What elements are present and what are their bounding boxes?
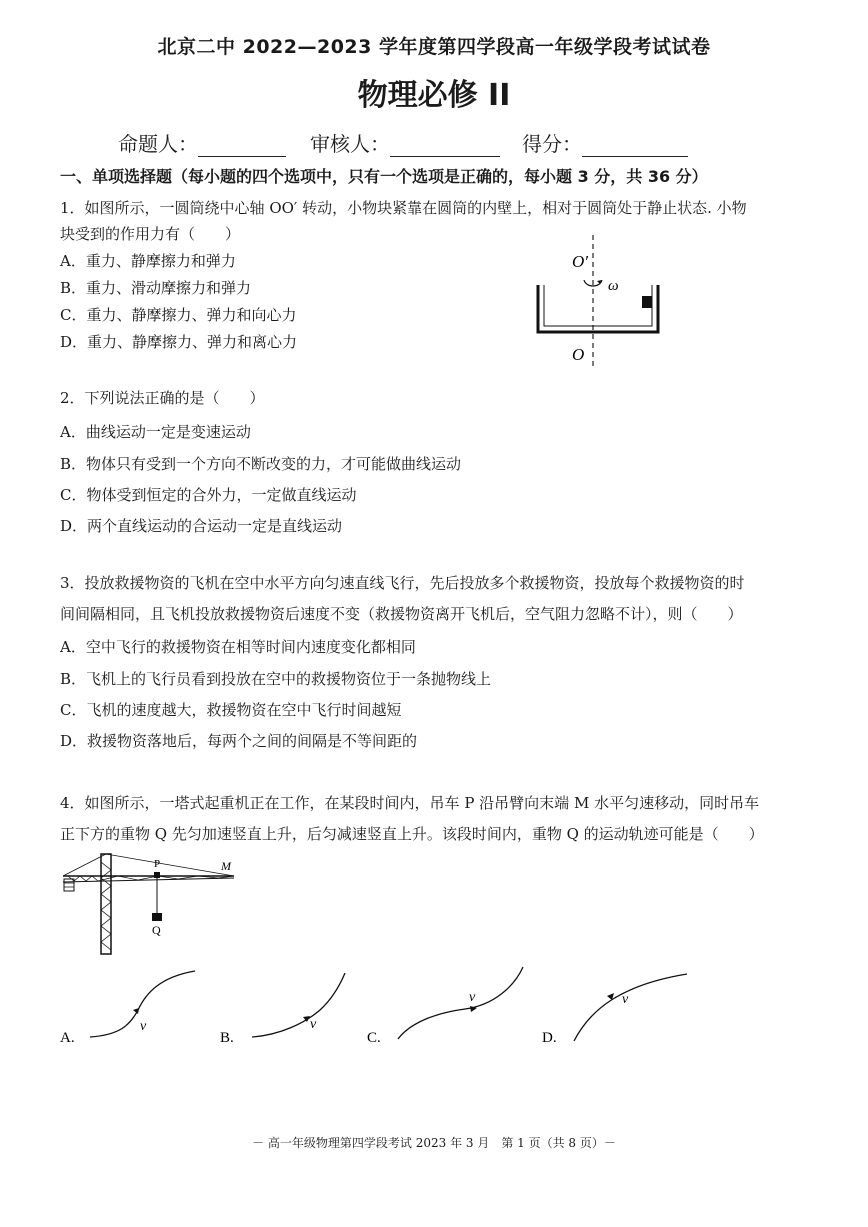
reviewer-field bbox=[310, 128, 500, 157]
label-omega: ω bbox=[608, 278, 619, 294]
score-blank bbox=[582, 136, 688, 157]
q4-choice-a-figure bbox=[60, 965, 210, 1050]
label-q: Q bbox=[152, 923, 161, 937]
q1-stem-line1: 1．如图所示，一圆筒绕中心轴 OO′ 转动，小物块紧靠在圆筒的内壁上，相对于圆筒处于静止状态. 小物 bbox=[60, 199, 747, 217]
q4-crane-figure bbox=[58, 852, 248, 962]
cylinder-inner bbox=[544, 285, 652, 326]
score-label: 得分： bbox=[522, 132, 582, 156]
q3-option-b: B．飞机上的飞行员看到投放在空中的救援物资位于一条抛物线上 bbox=[60, 670, 492, 688]
choice-d-label: D. bbox=[542, 1030, 557, 1046]
q1-option-c: C．重力、静摩擦力、弹力和向心力 bbox=[60, 306, 297, 324]
choice-d-velocity: v bbox=[622, 992, 629, 1007]
q4-choice-b-figure bbox=[220, 965, 370, 1050]
q2-option-b: B．物体只有受到一个方向不断改变的力，才可能做曲线运动 bbox=[60, 455, 462, 473]
q1-option-d: D．重力、静摩擦力、弹力和离心力 bbox=[60, 333, 298, 351]
choice-a-velocity: v bbox=[140, 1019, 147, 1034]
choice-c-label: C. bbox=[367, 1030, 381, 1046]
reviewer-label: 审核人： bbox=[310, 132, 390, 156]
score-field bbox=[522, 128, 688, 157]
q4-choice-c-figure bbox=[365, 965, 535, 1050]
trajectory-b bbox=[252, 973, 345, 1037]
q3-option-a: A．空中飞行的救援物资在相等时间内速度变化都相同 bbox=[60, 638, 416, 656]
exam-title: 北京二中 2022—2023 学年度第四学段高一年级学段考试试卷 bbox=[157, 36, 711, 58]
q4-stem-line1: 4．如图所示，一塔式起重机正在工作，在某段时间内，吊车 P 沿吊臂向末端 M 水平匀速移动，同时吊车 bbox=[60, 794, 760, 812]
q2-stem: 2．下列说法正确的是（ ） bbox=[60, 389, 265, 407]
q2-option-c: C．物体受到恒定的合外力，一定做直线运动 bbox=[60, 486, 357, 504]
small-block bbox=[642, 296, 652, 308]
trajectory-c bbox=[398, 967, 523, 1039]
label-m: M bbox=[221, 859, 231, 873]
q1-stem-line2: 块受到的作用力有（ ） bbox=[60, 225, 241, 243]
label-o: O bbox=[572, 345, 585, 364]
q4-choice-d-figure bbox=[540, 965, 700, 1050]
q3-stem-line2: 间间隔相同，且飞机投放救援物资后速度不变（救援物资离开飞机后，空气阻力忽略不计），则（ ） bbox=[60, 605, 743, 623]
q1-cylinder-figure bbox=[520, 235, 680, 375]
q3-option-c: C．飞机的速度越大，救援物资在空中飞行时间越短 bbox=[60, 701, 402, 719]
reviewer-blank bbox=[390, 136, 500, 157]
choice-c-velocity: v bbox=[469, 990, 476, 1005]
choice-b-label: B. bbox=[220, 1030, 234, 1046]
page-footer: － 高一年级物理第四学段考试 2023 年 3 月 第 1 页（共 8 页）－ bbox=[252, 1136, 616, 1150]
setter-field bbox=[118, 128, 286, 157]
q3-stem-line1: 3．投放救援物资的飞机在空中水平方向匀速直线飞行，先后投放多个救援物资，投放每个救援物资的时 bbox=[60, 574, 745, 592]
cylinder-outline bbox=[538, 285, 658, 332]
label-p: P bbox=[154, 858, 161, 870]
q2-option-a: A．曲线运动一定是变速运动 bbox=[60, 423, 251, 441]
choice-a-label: A. bbox=[60, 1030, 75, 1046]
setter-label: 命题人： bbox=[118, 132, 198, 156]
choice-b-velocity: v bbox=[310, 1017, 317, 1032]
subject-title: 物理必修 II bbox=[357, 78, 511, 113]
trajectory-d bbox=[574, 974, 687, 1041]
q1-option-b: B．重力、滑动摩擦力和弹力 bbox=[60, 279, 252, 297]
q4-stem-line2: 正下方的重物 Q 先匀加速竖直上升，后匀减速竖直上升。该段时间内，重物 Q 的运动轨迹可能是（ ） bbox=[60, 825, 764, 843]
q2-option-d: D．两个直线运动的合运动一定是直线运动 bbox=[60, 517, 343, 535]
q3-option-d: D．救援物资落地后，每两个之间的间隔是不等间距的 bbox=[60, 732, 418, 750]
setter-blank bbox=[198, 136, 286, 157]
label-o-prime: O′ bbox=[572, 252, 588, 271]
section-1-title: 一、单项选择题（每小题的四个选项中，只有一个选项是正确的，每小题 3 分，共 36 分） bbox=[60, 167, 708, 186]
q1-option-a: A．重力、静摩擦力和弹力 bbox=[60, 252, 236, 270]
